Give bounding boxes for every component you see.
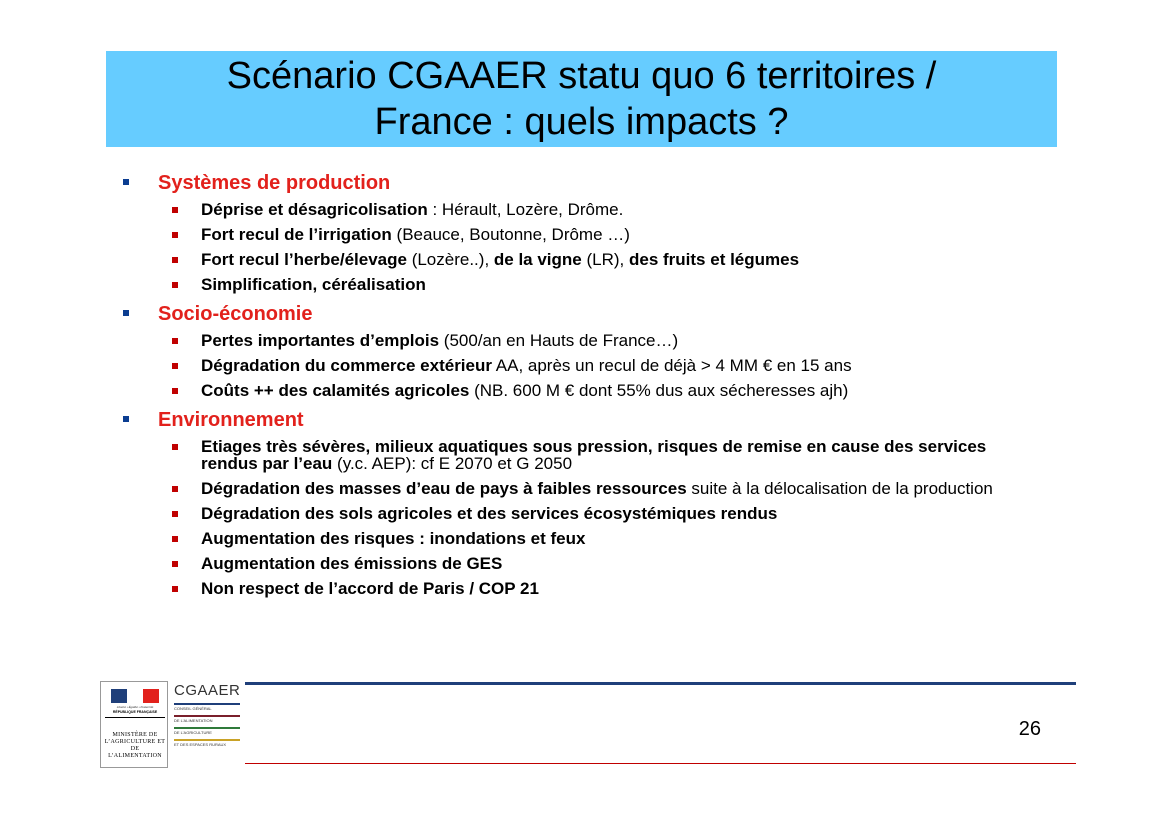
section xyxy=(120,170,1040,293)
item-text-bold: Fort recul de l’irrigation xyxy=(201,225,392,244)
list-item xyxy=(120,438,1040,472)
section-title: Socio-économie xyxy=(158,303,313,325)
footer-logos xyxy=(100,681,245,769)
cgaaer-line-2: DE L’ALIMENTATION xyxy=(174,718,213,723)
page-number: 26 xyxy=(1018,718,1041,740)
footer-bottom-rule xyxy=(245,763,1076,764)
square-bullet-icon xyxy=(172,388,178,394)
list-item xyxy=(120,251,1040,268)
square-bullet-icon xyxy=(172,511,178,517)
square-bullet-icon xyxy=(172,363,178,369)
square-bullet-icon xyxy=(172,536,178,542)
item-text-bold: Dégradation des sols agricoles et des services écosystémiques rendus xyxy=(201,504,778,523)
list-item xyxy=(120,201,1040,218)
square-bullet-icon xyxy=(172,207,178,213)
section-heading xyxy=(120,407,1040,434)
item-text-bold: des fruits et légumes xyxy=(629,250,800,269)
ministry-name: MINISTÈRE DE L’AGRICULTURE ET DE L’ALIMENTATION xyxy=(104,732,166,759)
item-text: (Beauce, Boutonne, Drôme …) xyxy=(391,225,630,244)
section xyxy=(120,301,1040,399)
rf-name: RÉPUBLIQUE FRANÇAISE xyxy=(105,710,165,718)
cgaaer-divider xyxy=(174,703,240,705)
item-text-bold: Pertes importantes d’emplois xyxy=(201,331,440,350)
french-flag-icon xyxy=(111,689,159,703)
section-title: Environnement xyxy=(158,409,304,431)
item-text: suite à la délocalisation de la production xyxy=(686,479,993,498)
republique-francaise-logo xyxy=(100,681,168,768)
item-text-bold: Déprise et désagricolisation xyxy=(201,200,428,219)
cgaaer-divider xyxy=(174,715,240,717)
cgaaer-divider xyxy=(174,739,240,741)
cgaaer-title: CGAAER xyxy=(174,682,241,699)
item-text-bold: Simplification, céréalisation xyxy=(201,275,426,294)
list-item xyxy=(120,357,1040,374)
title-line-2: France : quels impacts ? xyxy=(374,101,789,143)
square-bullet-icon xyxy=(172,257,178,263)
square-bullet-icon xyxy=(172,338,178,344)
section-title: Systèmes de production xyxy=(158,172,391,194)
item-text-bold: Augmentation des risques : inondations et feux xyxy=(201,529,586,548)
item-text-bold: Etiages très sévères, milieux aquatiques sous pression, risques de remise en cause des services rendus par l’eau xyxy=(201,437,987,473)
square-bullet-icon xyxy=(123,310,129,316)
item-text: (NB. 600 M € dont 55% dus aux sécheresses ajh) xyxy=(469,381,849,400)
item-text-bold: Dégradation des masses d’eau de pays à faibles ressources xyxy=(201,479,687,498)
section-heading xyxy=(120,170,1040,197)
cgaaer-line-1: CONSEIL GÉNÉRAL xyxy=(174,706,212,711)
square-bullet-icon xyxy=(123,416,129,422)
item-text-bold: Fort recul l’herbe/élevage xyxy=(201,250,407,269)
list-item xyxy=(120,276,1040,293)
list-item xyxy=(120,382,1040,399)
item-text: AA, après un recul de déjà > 4 MM € en 15 ans xyxy=(491,356,852,375)
item-text-bold: Coûts ++ des calamités agricoles xyxy=(201,381,470,400)
item-text-bold: Non respect de l’accord de Paris / COP 21 xyxy=(201,579,539,598)
list-item xyxy=(120,480,1040,497)
list-item xyxy=(120,505,1040,522)
square-bullet-icon xyxy=(172,561,178,567)
list-item xyxy=(120,555,1040,572)
list-item xyxy=(120,332,1040,349)
square-bullet-icon xyxy=(172,232,178,238)
square-bullet-icon xyxy=(172,282,178,288)
item-text-bold: de la vigne xyxy=(493,250,582,269)
square-bullet-icon xyxy=(123,179,129,185)
square-bullet-icon xyxy=(172,444,178,450)
cgaaer-line-4: ET DES ESPACES RURAUX xyxy=(174,742,227,747)
cgaaer-line-3: DE L’AGRICULTURE xyxy=(174,730,212,735)
item-text: : Hérault, Lozère, Drôme. xyxy=(427,200,624,219)
slide-title xyxy=(106,51,1057,147)
item-text-bold: Augmentation des émissions de GES xyxy=(201,554,503,573)
list-item xyxy=(120,226,1040,243)
section xyxy=(120,407,1040,597)
item-text: (Lozère..), xyxy=(406,250,494,269)
item-text: (LR), xyxy=(581,250,629,269)
footer-top-rule xyxy=(245,682,1076,685)
cgaaer-divider xyxy=(174,727,240,729)
list-item xyxy=(120,530,1040,547)
item-text-bold: Dégradation du commerce extérieur xyxy=(201,356,492,375)
item-text: (y.c. AEP): cf E 2070 et G 2050 xyxy=(332,454,573,473)
slide-content xyxy=(120,170,1040,605)
title-line-1: Scénario CGAAER statu quo 6 territoires / xyxy=(226,55,937,97)
rf-motto: Liberté • Égalité • Fraternité xyxy=(116,705,154,709)
item-text: (500/an en Hauts de France…) xyxy=(439,331,679,350)
cgaaer-logo xyxy=(174,681,244,769)
square-bullet-icon xyxy=(172,586,178,592)
list-item xyxy=(120,580,1040,597)
square-bullet-icon xyxy=(172,486,178,492)
section-heading xyxy=(120,301,1040,328)
